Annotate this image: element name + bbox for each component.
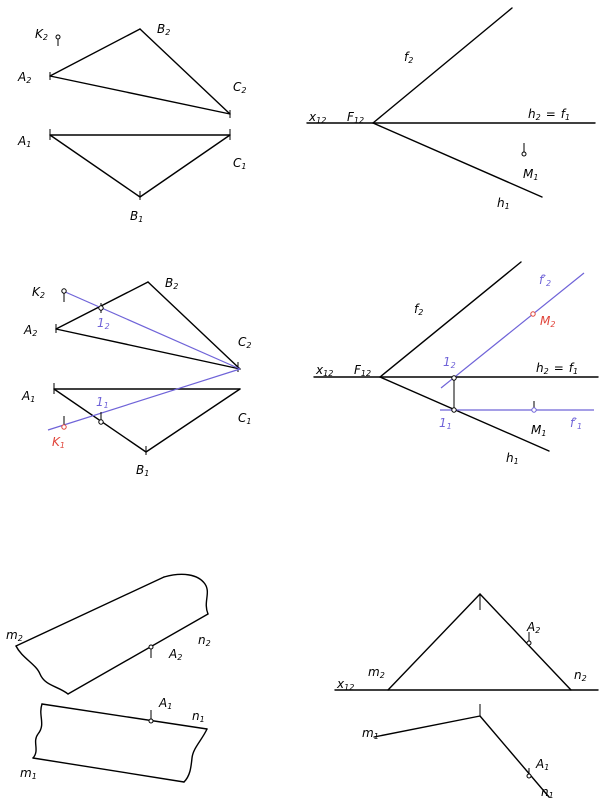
label-n2: n2 <box>198 633 211 648</box>
label-K1: K1 <box>52 435 65 450</box>
label-C2: C2 <box>238 335 252 350</box>
label-h1: h1 <box>506 451 519 466</box>
label-M1: M1 <box>531 423 547 438</box>
panel-1-triangle <box>17 22 246 224</box>
label-A2: A2 <box>24 323 38 338</box>
label-n1: n1 <box>541 785 554 800</box>
label-x12: x12 <box>309 110 327 125</box>
label-A1: A1 <box>22 389 36 404</box>
label-1-1: 11 <box>439 416 452 431</box>
label-m1: m1 <box>362 726 379 741</box>
label-A1: A1 <box>536 757 550 772</box>
label-f2: f2 <box>404 50 414 65</box>
panel-2-plane <box>307 8 595 211</box>
label-x12: x12 <box>316 363 334 378</box>
label-M2: M2 <box>540 314 556 329</box>
label-K2: K2 <box>32 285 45 300</box>
panel-3-triangle-solution <box>21 276 251 478</box>
label-C1: C1 <box>238 411 252 426</box>
label-C2: C2 <box>233 80 247 95</box>
label-f-prime-1: f′1 <box>570 416 583 431</box>
panel-6-lines-intersecting <box>335 594 598 800</box>
label-h2-eq-f1: h2 = f1 <box>528 107 571 122</box>
label-B1: B1 <box>130 209 144 224</box>
label-C1: C1 <box>233 156 247 171</box>
label-1-1: 11 <box>96 395 109 410</box>
label-x12: x12 <box>337 677 355 692</box>
label-A1: A1 <box>18 134 32 149</box>
label-f2: f2 <box>414 302 424 317</box>
label-A1: A1 <box>159 696 173 711</box>
label-1-2: 12 <box>443 355 456 370</box>
label-n1: n1 <box>192 709 205 724</box>
label-f-prime-2: f′2 <box>539 273 552 288</box>
label-A2: A2 <box>169 647 183 662</box>
label-A2: A2 <box>18 70 32 85</box>
label-M1: M1 <box>523 167 539 182</box>
label-m1: m1 <box>20 766 37 781</box>
label-h2-eq-f1: h2 = f1 <box>536 361 579 376</box>
label-B1: B1 <box>136 463 150 478</box>
label-K2: K2 <box>35 27 48 42</box>
label-1-2: 12 <box>97 316 110 331</box>
label-m2: m2 <box>368 665 385 680</box>
label-B2: B2 <box>157 22 171 37</box>
label-n2: n2 <box>574 668 587 683</box>
panel-4-plane-solution <box>314 262 598 466</box>
label-F12: F12 <box>347 110 365 125</box>
label-m2: m2 <box>6 628 23 643</box>
label-F12: F12 <box>354 363 372 378</box>
label-A2: A2 <box>527 620 541 635</box>
label-h1: h1 <box>497 196 510 211</box>
label-B2: B2 <box>165 276 179 291</box>
panel-5-lines-broken <box>6 574 211 782</box>
